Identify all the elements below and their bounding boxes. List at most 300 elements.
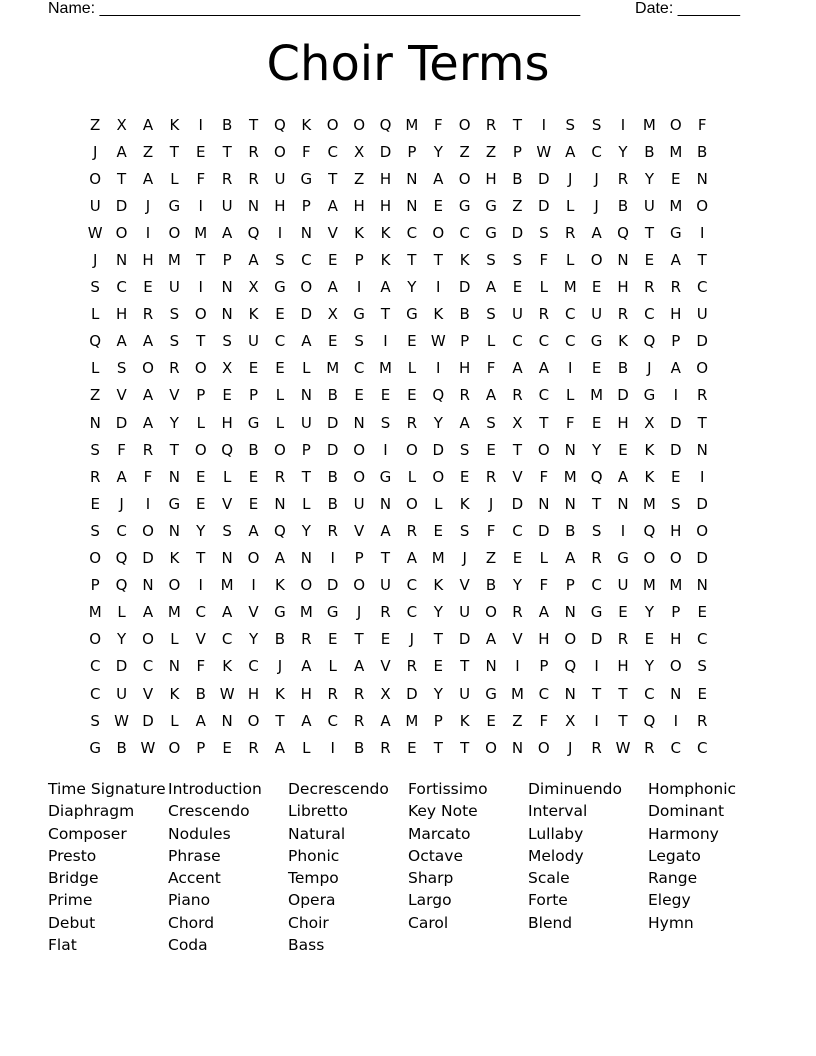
grid-letter[interactable]: M [405,115,419,134]
grid-letter[interactable]: U [591,305,603,324]
grid-letter[interactable]: M [642,115,656,134]
grid-letter[interactable]: L [566,251,575,270]
grid-letter[interactable]: T [196,332,206,351]
grid-letter[interactable]: A [274,549,286,568]
grid-letter[interactable]: A [433,169,444,188]
grid-letter[interactable]: N [564,440,576,459]
grid-letter[interactable]: Y [248,630,259,649]
grid-letter[interactable]: E [354,386,364,405]
grid-letter[interactable]: L [302,494,311,513]
grid-letter[interactable]: L [434,494,443,513]
grid-letter[interactable]: C [591,142,602,161]
grid-letter[interactable]: A [327,196,338,215]
grid-letter[interactable]: F [117,440,126,459]
grid-letter[interactable]: I [620,115,626,134]
grid-letter[interactable]: E [591,278,602,297]
grid-letter[interactable]: C [406,223,418,242]
grid-letter[interactable]: C [116,278,127,297]
grid-letter[interactable]: P [301,440,311,459]
grid-letter[interactable]: X [644,413,655,432]
grid-letter[interactable]: R [142,440,154,459]
grid-letter[interactable]: C [696,630,708,649]
grid-letter[interactable]: I [673,711,678,730]
grid-letter[interactable]: P [407,142,417,161]
grid-letter[interactable]: N [406,196,418,215]
grid-letter[interactable]: I [145,494,151,513]
grid-letter[interactable]: S [90,521,100,540]
grid-letter[interactable]: T [539,413,549,432]
grid-letter[interactable]: K [169,115,180,134]
grid-letter[interactable]: E [486,440,496,459]
grid-letter[interactable]: R [406,521,418,540]
grid-letter[interactable]: R [353,684,365,703]
grid-letter[interactable]: V [142,684,154,703]
grid-letter[interactable]: X [512,413,523,432]
grid-letter[interactable]: H [379,196,392,215]
grid-letter[interactable]: V [195,630,206,649]
grid-letter[interactable]: O [194,440,207,459]
grid-letter[interactable]: A [538,359,549,378]
grid-letter[interactable]: O [326,115,339,134]
grid-letter[interactable]: Z [353,169,365,188]
grid-letter[interactable]: J [409,630,415,649]
grid-letter[interactable]: A [142,332,154,351]
grid-letter[interactable]: P [301,196,311,215]
grid-letter[interactable]: O [590,251,603,270]
grid-letter[interactable]: E [644,251,655,270]
grid-letter[interactable]: R [538,305,550,324]
grid-letter[interactable]: F [196,657,206,676]
grid-letter[interactable]: G [406,305,418,324]
grid-letter[interactable]: A [116,332,127,351]
grid-letter[interactable]: D [115,196,128,215]
grid-letter[interactable]: B [697,142,708,161]
grid-letter[interactable]: N [406,169,418,188]
grid-letter[interactable]: Q [432,386,445,405]
grid-letter[interactable]: O [168,223,181,242]
grid-letter[interactable]: B [195,684,206,703]
grid-letter[interactable]: G [168,494,181,513]
grid-letter[interactable]: Y [407,278,417,297]
grid-letter[interactable]: A [459,413,470,432]
grid-letter[interactable]: B [617,196,629,215]
grid-letter[interactable]: Z [485,549,497,568]
grid-letter[interactable]: C [406,603,418,622]
grid-letter[interactable]: X [248,278,259,297]
grid-letter[interactable]: C [89,657,101,676]
grid-letter[interactable]: O [696,196,709,215]
grid-letter[interactable]: O [89,630,102,649]
grid-letter[interactable]: T [592,684,602,703]
grid-letter[interactable]: O [300,278,313,297]
grid-letter[interactable]: Y [301,521,311,540]
grid-letter[interactable]: B [617,359,629,378]
grid-letter[interactable]: C [142,657,154,676]
grid-letter[interactable]: K [275,576,285,595]
grid-letter[interactable]: I [568,359,573,378]
grid-letter[interactable]: W [430,332,446,351]
grid-letter[interactable]: K [433,576,444,595]
grid-letter[interactable]: E [671,169,681,188]
grid-letter[interactable]: X [116,115,127,134]
grid-letter[interactable]: C [591,576,602,595]
grid-letter[interactable]: W [140,738,156,757]
grid-letter[interactable]: B [459,305,470,324]
grid-letter[interactable]: W [87,223,103,242]
grid-letter[interactable]: L [117,603,126,622]
grid-letter[interactable]: X [353,142,365,161]
grid-letter[interactable]: K [433,305,444,324]
grid-letter[interactable]: D [538,521,550,540]
grid-letter[interactable]: O [89,169,102,188]
grid-letter[interactable]: O [432,467,445,486]
grid-letter[interactable]: D [538,169,550,188]
grid-letter[interactable]: G [669,223,682,242]
grid-letter[interactable]: R [380,738,391,757]
grid-letter[interactable]: K [222,657,233,676]
grid-letter[interactable]: O [353,576,365,595]
grid-letter[interactable]: R [485,115,497,134]
grid-letter[interactable]: J [92,251,98,270]
grid-letter[interactable]: C [248,657,259,676]
grid-letter[interactable]: C [195,603,206,622]
grid-letter[interactable]: M [642,576,656,595]
grid-letter[interactable]: E [644,630,655,649]
grid-letter[interactable]: I [356,278,362,297]
grid-letter[interactable]: L [566,386,575,405]
grid-letter[interactable]: F [143,467,153,486]
grid-letter[interactable]: A [380,278,391,297]
grid-letter[interactable]: V [512,467,523,486]
grid-letter[interactable]: I [198,115,203,134]
grid-letter[interactable]: F [539,251,549,270]
grid-letter[interactable]: X [565,711,576,730]
grid-letter[interactable]: D [300,305,313,324]
grid-letter[interactable]: N [247,196,260,215]
grid-letter[interactable]: S [486,413,496,432]
grid-letter[interactable]: E [618,603,628,622]
grid-letter[interactable]: Z [90,115,101,134]
grid-letter[interactable]: M [669,196,683,215]
grid-letter[interactable]: A [301,657,312,676]
grid-letter[interactable]: R [406,657,418,676]
grid-letter[interactable]: Y [433,142,443,161]
grid-letter[interactable]: G [643,386,656,405]
grid-letter[interactable]: Y [592,440,602,459]
grid-letter[interactable]: M [563,467,577,486]
grid-letter[interactable]: M [167,251,181,270]
grid-letter[interactable]: D [670,440,682,459]
grid-letter[interactable]: O [485,738,497,757]
grid-letter[interactable]: N [485,657,497,676]
grid-letter[interactable]: R [565,223,576,242]
grid-letter[interactable]: A [142,386,154,405]
grid-letter[interactable]: G [379,467,392,486]
grid-letter[interactable]: L [539,278,549,297]
grid-letter[interactable]: S [591,115,602,134]
grid-letter[interactable]: O [142,630,154,649]
grid-letter[interactable]: A [565,142,576,161]
grid-letter[interactable]: G [274,278,286,297]
grid-letter[interactable]: C [274,332,286,351]
grid-letter[interactable]: U [89,196,101,215]
grid-letter[interactable]: R [221,169,233,188]
grid-letter[interactable]: N [564,684,576,703]
grid-letter[interactable]: M [431,549,445,568]
grid-letter[interactable]: I [330,738,335,757]
grid-letter[interactable]: Z [485,142,497,161]
grid-letter[interactable]: K [248,305,259,324]
grid-letter[interactable]: G [300,169,313,188]
grid-letter[interactable]: J [277,657,283,676]
grid-letter[interactable]: H [300,684,312,703]
grid-letter[interactable]: C [301,251,312,270]
grid-letter[interactable]: B [644,142,655,161]
grid-letter[interactable]: S [380,413,391,432]
grid-letter[interactable]: T [460,738,470,757]
grid-letter[interactable]: S [90,440,100,459]
grid-letter[interactable]: R [485,467,497,486]
grid-letter[interactable]: T [248,115,259,134]
grid-letter[interactable]: N [300,549,312,568]
grid-letter[interactable]: I [699,223,705,242]
grid-letter[interactable]: L [196,413,205,432]
grid-letter[interactable]: Q [643,332,656,351]
grid-letter[interactable]: A [116,467,127,486]
grid-letter[interactable]: E [591,359,602,378]
grid-letter[interactable]: S [459,521,470,540]
grid-letter[interactable]: Q [379,115,392,134]
grid-letter[interactable]: C [538,332,550,351]
grid-letter[interactable]: L [566,196,575,215]
grid-letter[interactable]: E [196,467,206,486]
grid-letter[interactable]: S [90,711,100,730]
grid-letter[interactable]: G [458,196,471,215]
grid-letter[interactable]: F [196,169,206,188]
grid-letter[interactable]: H [353,196,365,215]
grid-letter[interactable]: B [327,386,338,405]
grid-letter[interactable]: Q [590,467,603,486]
grid-letter[interactable]: T [301,467,311,486]
grid-letter[interactable]: E [222,738,232,757]
grid-letter[interactable]: Z [512,711,523,730]
grid-letter[interactable]: S [169,332,180,351]
grid-letter[interactable]: R [301,630,312,649]
grid-letter[interactable]: S [116,359,127,378]
grid-letter[interactable]: Z [459,142,470,161]
grid-letter[interactable]: S [222,332,232,351]
grid-letter[interactable]: O [564,630,577,649]
grid-letter[interactable]: I [699,467,705,486]
grid-letter[interactable]: E [327,251,338,270]
grid-letter[interactable]: O [142,359,154,378]
grid-letter[interactable]: D [538,196,550,215]
grid-letter[interactable]: N [168,521,180,540]
grid-letter[interactable]: F [539,467,549,486]
grid-letter[interactable]: N [696,169,708,188]
grid-letter[interactable]: Y [169,413,179,432]
grid-letter[interactable]: C [644,684,655,703]
grid-letter[interactable]: U [221,196,233,215]
grid-letter[interactable]: L [539,549,549,568]
grid-letter[interactable]: A [116,142,127,161]
grid-letter[interactable]: B [248,440,259,459]
grid-letter[interactable]: I [383,332,388,351]
grid-letter[interactable]: Z [512,196,523,215]
grid-letter[interactable]: K [380,251,391,270]
grid-letter[interactable]: B [485,576,497,595]
grid-letter[interactable]: D [617,386,629,405]
grid-letter[interactable]: D [115,413,128,432]
grid-letter[interactable]: R [644,738,655,757]
grid-letter[interactable]: H [485,169,497,188]
grid-letter[interactable]: E [407,386,417,405]
grid-letter[interactable]: G [590,603,603,622]
grid-letter[interactable]: T [222,142,232,161]
grid-letter[interactable]: L [91,359,100,378]
grid-letter[interactable]: T [275,711,285,730]
grid-letter[interactable]: M [405,711,419,730]
grid-letter[interactable]: C [644,305,655,324]
grid-letter[interactable]: S [486,251,496,270]
grid-letter[interactable]: J [462,549,467,568]
grid-letter[interactable]: A [617,467,629,486]
grid-letter[interactable]: A [301,332,312,351]
grid-letter[interactable]: U [248,332,260,351]
grid-letter[interactable]: S [275,251,285,270]
grid-letter[interactable]: D [142,549,154,568]
grid-letter[interactable]: N [617,251,629,270]
grid-letter[interactable]: H [538,630,550,649]
grid-letter[interactable]: P [565,576,575,595]
grid-letter[interactable]: U [116,684,128,703]
grid-letter[interactable]: K [169,684,180,703]
grid-letter[interactable]: F [539,576,549,595]
grid-letter[interactable]: M [88,603,102,622]
grid-letter[interactable]: T [512,115,523,134]
grid-letter[interactable]: S [169,305,180,324]
grid-letter[interactable]: P [671,603,681,622]
grid-letter[interactable]: O [353,115,365,134]
grid-letter[interactable]: P [512,142,522,161]
grid-letter[interactable]: N [142,576,154,595]
grid-letter[interactable]: E [697,684,707,703]
grid-letter[interactable]: M [669,142,683,161]
grid-letter[interactable]: Q [115,549,128,568]
grid-letter[interactable]: A [380,711,391,730]
grid-letter[interactable]: R [248,142,259,161]
grid-letter[interactable]: U [353,494,365,513]
grid-letter[interactable]: M [510,684,524,703]
grid-letter[interactable]: P [249,386,259,405]
grid-letter[interactable]: M [379,359,392,378]
grid-letter[interactable]: S [671,494,681,513]
grid-letter[interactable]: L [170,711,179,730]
grid-letter[interactable]: M [563,278,577,297]
grid-letter[interactable]: Q [274,115,286,134]
grid-letter[interactable]: O [353,440,365,459]
grid-letter[interactable]: T [697,413,707,432]
grid-letter[interactable]: J [145,196,151,215]
grid-letter[interactable]: O [168,738,181,757]
grid-letter[interactable]: K [275,684,285,703]
grid-letter[interactable]: F [302,142,311,161]
grid-letter[interactable]: C [353,359,365,378]
grid-letter[interactable]: O [247,711,260,730]
grid-letter[interactable]: E [407,332,417,351]
grid-letter[interactable]: D [590,630,603,649]
grid-letter[interactable]: M [167,603,181,622]
grid-letter[interactable]: O [458,169,471,188]
grid-letter[interactable]: A [142,413,154,432]
grid-letter[interactable]: C [538,684,550,703]
grid-letter[interactable]: A [327,278,338,297]
grid-letter[interactable]: T [169,440,179,459]
grid-letter[interactable]: E [143,278,153,297]
grid-letter[interactable]: E [512,549,523,568]
grid-letter[interactable]: O [353,467,365,486]
grid-letter[interactable]: I [436,359,441,378]
grid-letter[interactable]: N [564,603,576,622]
grid-letter[interactable]: O [643,549,656,568]
grid-letter[interactable]: S [222,521,232,540]
grid-letter[interactable]: I [198,278,203,297]
grid-letter[interactable]: O [274,440,286,459]
grid-letter[interactable]: D [696,494,708,513]
grid-letter[interactable]: J [568,738,573,757]
grid-letter[interactable]: L [91,305,100,324]
grid-letter[interactable]: E [327,630,338,649]
grid-letter[interactable]: U [459,684,471,703]
grid-letter[interactable]: H [617,413,629,432]
grid-letter[interactable]: J [92,142,98,161]
grid-letter[interactable]: B [222,115,233,134]
grid-letter[interactable]: O [405,494,418,513]
grid-letter[interactable]: Y [644,603,654,622]
grid-letter[interactable]: X [327,305,338,324]
grid-letter[interactable]: D [326,440,339,459]
grid-letter[interactable]: S [90,278,100,297]
grid-letter[interactable]: K [644,440,655,459]
grid-letter[interactable]: F [565,413,575,432]
grid-letter[interactable]: H [617,278,629,297]
grid-letter[interactable]: I [594,711,599,730]
grid-letter[interactable]: C [670,738,682,757]
grid-letter[interactable]: O [142,521,154,540]
grid-letter[interactable]: M [590,386,604,405]
grid-letter[interactable]: T [618,684,628,703]
grid-letter[interactable]: T [618,711,628,730]
grid-letter[interactable]: E [433,657,444,676]
grid-letter[interactable]: C [406,576,418,595]
grid-letter[interactable]: H [670,521,682,540]
grid-letter[interactable]: E [380,630,391,649]
grid-letter[interactable]: U [511,305,523,324]
grid-letter[interactable]: R [617,169,629,188]
grid-letter[interactable]: E [591,413,602,432]
grid-letter[interactable]: B [327,494,338,513]
grid-letter[interactable]: A [274,738,286,757]
grid-letter[interactable]: N [221,711,233,730]
grid-letter[interactable]: N [221,278,233,297]
grid-letter[interactable]: E [512,278,523,297]
grid-letter[interactable]: B [353,738,365,757]
grid-letter[interactable]: A [142,115,154,134]
grid-letter[interactable]: L [486,332,496,351]
grid-letter[interactable]: P [354,549,364,568]
grid-letter[interactable]: R [459,386,470,405]
grid-letter[interactable]: R [248,169,259,188]
